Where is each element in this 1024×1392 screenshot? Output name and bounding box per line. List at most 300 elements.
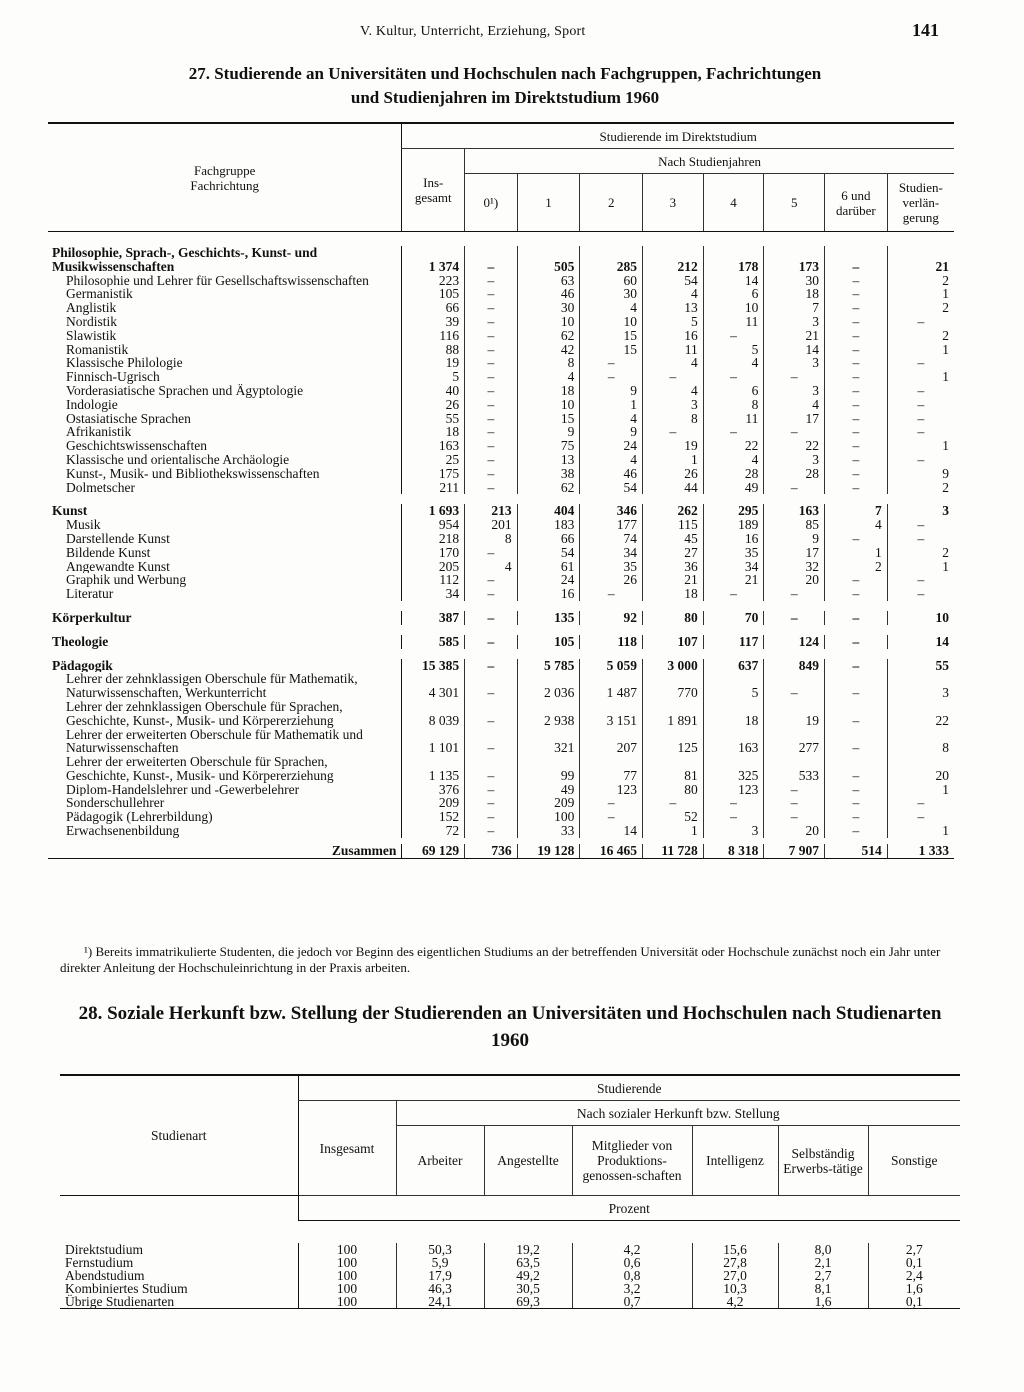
table-row <box>48 560 954 574</box>
table-row <box>48 635 954 649</box>
cell-value: 163 <box>764 504 825 518</box>
cell-value: 2 <box>887 481 954 495</box>
total-value: 16 465 <box>580 844 643 858</box>
cell-value: 63,5 <box>484 1256 572 1269</box>
table-row <box>48 370 954 384</box>
cell-value: 21 <box>643 573 704 587</box>
table-row <box>48 611 954 625</box>
cell-value: – <box>825 587 888 601</box>
t28-insgesamt-header: Insgesamt <box>298 1101 396 1196</box>
cell-value: 88 <box>402 343 465 357</box>
cell-value: 5 <box>703 672 764 700</box>
cell-value: 1,6 <box>868 1282 960 1295</box>
cell-value: 1 <box>887 439 954 453</box>
cell-value: 30 <box>764 274 825 288</box>
cell-value: 22 <box>703 439 764 453</box>
cell-value: 54 <box>643 274 704 288</box>
cell-value: 124 <box>764 635 825 649</box>
cell-value: – <box>703 587 764 601</box>
cell-value: – <box>580 356 643 370</box>
cell-value: 404 <box>517 504 580 518</box>
cell-value: – <box>825 439 888 453</box>
cell-value: 0,1 <box>868 1256 960 1269</box>
row-label: Finnisch-Ugrisch <box>66 370 160 384</box>
row-label: Anglistik <box>66 301 117 315</box>
cell-value: 11 <box>703 412 764 426</box>
cell-value: 46 <box>517 287 580 301</box>
cell-value: – <box>465 700 518 728</box>
cell-value: 201 <box>465 518 518 532</box>
year-0-header: 0¹) <box>465 174 518 232</box>
cell-value: 14 <box>887 635 954 649</box>
page-number: 141 <box>912 20 939 40</box>
cell-value: 5 785 <box>517 659 580 673</box>
cell-value: 3 <box>887 504 954 518</box>
cell-value: 27,0 <box>692 1269 778 1282</box>
cell-value: 7 <box>764 301 825 315</box>
cell-value: 15 <box>580 329 643 343</box>
cell-value: 10 <box>580 315 643 329</box>
cell-value: 72 <box>402 824 465 838</box>
cell-value: – <box>887 532 954 546</box>
row-label: Romanistik <box>66 342 129 357</box>
cell-value: – <box>580 810 643 824</box>
cell-value: – <box>887 398 954 412</box>
cell-value: – <box>764 611 825 625</box>
row-label: Erwachsenenbildung <box>66 824 180 838</box>
cell-value: – <box>825 635 888 649</box>
cell-value: 46 <box>580 467 643 481</box>
cell-value: – <box>887 587 954 601</box>
cell-value: 25 <box>402 453 465 467</box>
cell-value: 54 <box>517 546 580 560</box>
cell-value: 5 <box>402 370 465 384</box>
cell-value: 30 <box>517 301 580 315</box>
cell-value: 35 <box>703 546 764 560</box>
cell-value: 2,1 <box>778 1256 868 1269</box>
t28-col-header: Mitglieder von Produktions-genossen-schaften <box>572 1126 692 1196</box>
cell-value: 0,1 <box>868 1295 960 1309</box>
verlaengerung-header: Studien- verlän- gerung <box>887 174 954 232</box>
cell-value: 100 <box>298 1269 396 1282</box>
cell-value: 4 <box>643 356 704 370</box>
cell-value: 5 059 <box>580 659 643 673</box>
cell-value: 5,9 <box>396 1256 484 1269</box>
cell-value: 4 <box>517 370 580 384</box>
row-label: Sonderschullehrer <box>66 796 165 811</box>
cell-value: 16 <box>643 329 704 343</box>
total-value: 69 129 <box>402 844 465 858</box>
cell-value: 4 301 <box>402 672 465 700</box>
cell-value: – <box>887 384 954 398</box>
cell-value: 2 <box>887 274 954 288</box>
cell-value: 52 <box>643 810 704 824</box>
cell-value: 18 <box>643 587 704 601</box>
cell-value: – <box>465 810 518 824</box>
cell-value: – <box>764 796 825 810</box>
cell-value: 1 <box>887 560 954 574</box>
cell-value: – <box>580 370 643 384</box>
cell-value: 3 <box>703 824 764 838</box>
cell-value: 17,9 <box>396 1269 484 1282</box>
row-label: Afrikanistik <box>66 425 132 440</box>
cell-value: 69,3 <box>484 1295 572 1309</box>
cell-value: – <box>887 356 954 370</box>
t28-unit-header: Prozent <box>298 1196 960 1221</box>
cell-value: 74 <box>580 532 643 546</box>
cell-value: – <box>825 370 888 384</box>
cell-value: – <box>887 796 954 810</box>
cell-value: 152 <box>402 810 465 824</box>
cell-value: 16 <box>517 587 580 601</box>
row-label: Philosophie und Lehrer für Gesellschaftswissenschaften <box>66 273 369 288</box>
cell-value: 1 <box>887 370 954 384</box>
cell-value: 209 <box>402 796 465 810</box>
cell-value: 262 <box>643 504 704 518</box>
total-value: 11 728 <box>643 844 704 858</box>
table-28-body <box>60 1221 960 1309</box>
cell-value: – <box>887 453 954 467</box>
cell-value: – <box>825 796 888 810</box>
year-5-header: 5 <box>764 174 825 232</box>
cell-value: – <box>703 810 764 824</box>
cell-value: 80 <box>643 783 704 797</box>
row-label: Philosophie, Sprach-, Geschichts-, Kunst- und Musikwissenschaften <box>52 246 318 274</box>
row-label: Lehrer der zehnklassigen Oberschule für Mathematik, Naturwissenschaften, Werkunterricht <box>66 672 358 700</box>
row-label: Graphik und Werbung <box>66 573 187 588</box>
cell-value: 4,2 <box>692 1295 778 1309</box>
table-row <box>48 301 954 315</box>
cell-value: 80 <box>643 611 704 625</box>
cell-value: 10 <box>703 301 764 315</box>
cell-value: 175 <box>402 467 465 481</box>
cell-value: 205 <box>402 560 465 574</box>
table-row <box>48 532 954 546</box>
table-row <box>48 412 954 426</box>
cell-value: 15 <box>580 343 643 357</box>
table-row <box>48 587 954 601</box>
cell-value: 3,2 <box>572 1282 692 1295</box>
table-row <box>48 329 954 343</box>
cell-value: 13 <box>643 301 704 315</box>
cell-value: – <box>764 783 825 797</box>
table-row <box>48 824 954 838</box>
cell-value: 637 <box>703 659 764 673</box>
cell-value: 2 <box>825 560 888 574</box>
cell-value: – <box>580 796 643 810</box>
cell-value: – <box>465 274 518 288</box>
cell-value: – <box>643 425 704 439</box>
cell-value: 34 <box>580 546 643 560</box>
cell-value: – <box>465 672 518 700</box>
cell-value: 55 <box>402 412 465 426</box>
cell-value: 1,6 <box>778 1295 868 1309</box>
table-row <box>48 356 954 370</box>
row-label: Lehrer der erweiterten Oberschule für Mathematik und Naturwissenschaften <box>66 727 363 756</box>
cell-value: 62 <box>517 481 580 495</box>
cell-value: 50,3 <box>396 1243 484 1256</box>
cell-value: – <box>465 783 518 797</box>
cell-value: 30,5 <box>484 1282 572 1295</box>
cell-value: 16 <box>703 532 764 546</box>
cell-value: 8 <box>643 412 704 426</box>
row-label: Nordistik <box>66 314 118 329</box>
cell-value: 4 <box>764 398 825 412</box>
cell-value: 6 <box>703 287 764 301</box>
cell-value: – <box>465 635 518 649</box>
cell-value: – <box>887 573 954 587</box>
cell-value: 954 <box>402 518 465 532</box>
table-row <box>48 546 954 560</box>
cell-value: – <box>825 301 888 315</box>
t28-col-header: Angestellte <box>484 1126 572 1196</box>
cell-value: – <box>703 329 764 343</box>
row-label: Direktstudium <box>65 1242 143 1257</box>
cell-value: – <box>764 672 825 700</box>
cell-value: 2 036 <box>517 672 580 700</box>
cell-value: 17 <box>764 412 825 426</box>
cell-value: 1 <box>887 783 954 797</box>
cell-value: 105 <box>402 287 465 301</box>
cell-value: 177 <box>580 518 643 532</box>
cell-value: 100 <box>298 1295 396 1309</box>
cell-value: 2 <box>887 301 954 315</box>
cell-value: 0,7 <box>572 1295 692 1309</box>
table-row <box>48 783 954 797</box>
cell-value: 5 <box>703 343 764 357</box>
cell-value: – <box>465 329 518 343</box>
total-label: Zusammen <box>48 844 402 858</box>
cell-value: – <box>764 370 825 384</box>
table-row <box>48 659 954 673</box>
row-label: Kombiniertes Studium <box>65 1281 188 1296</box>
cell-value: 49 <box>703 481 764 495</box>
cell-value: 125 <box>643 728 704 756</box>
cell-value: – <box>465 611 518 625</box>
cell-value: 135 <box>517 611 580 625</box>
row-label: Klassische Philologie <box>66 356 183 371</box>
cell-value: 212 <box>643 246 704 274</box>
cell-value: 2 <box>887 329 954 343</box>
table-row <box>48 672 954 700</box>
cell-value: 7 <box>825 504 888 518</box>
cell-value: – <box>764 587 825 601</box>
cell-value: – <box>825 453 888 467</box>
row-label: Lehrer der erweiterten Oberschule für Sprachen, Geschichte, Kunst-, Musik- und Körpererziehung <box>66 755 334 783</box>
cell-value: 112 <box>402 573 465 587</box>
cell-value: 19 <box>643 439 704 453</box>
nach-studienjahren-header: Nach Studienjahren <box>465 149 954 174</box>
cell-value: 77 <box>580 755 643 783</box>
row-label: Übrige Studienarten <box>60 1295 298 1309</box>
cell-value: 0,6 <box>572 1256 692 1269</box>
cell-value: 117 <box>703 635 764 649</box>
cell-value: 209 <box>517 796 580 810</box>
cell-value: – <box>465 796 518 810</box>
cell-value: 3 <box>764 315 825 329</box>
cell-value: 277 <box>764 728 825 756</box>
table-27 <box>48 122 954 859</box>
cell-value: 9 <box>580 425 643 439</box>
row-label: Slawistik <box>66 328 117 343</box>
cell-value: – <box>465 412 518 426</box>
table-27-title-line1: 27. Studierende an Universitäten und Hochschulen nach Fachgruppen, Fachrichtungen <box>188 64 822 83</box>
cell-value: 21 <box>887 246 954 274</box>
row-label: Abendstudium <box>65 1268 145 1283</box>
cell-value: 123 <box>703 783 764 797</box>
cell-value: 4 <box>703 356 764 370</box>
cell-value: 107 <box>643 635 704 649</box>
cell-value: 1 <box>887 287 954 301</box>
cell-value: 178 <box>703 246 764 274</box>
cell-value: 376 <box>402 783 465 797</box>
year-4-header: 4 <box>703 174 764 232</box>
cell-value: 295 <box>703 504 764 518</box>
cell-value: 183 <box>517 518 580 532</box>
cell-value: 36 <box>643 560 704 574</box>
cell-value: 346 <box>580 504 643 518</box>
stub-header: Fachgruppe Fachrichtung <box>48 123 402 232</box>
table-28-title: 28. Soziale Herkunft bzw. Stellung der Studierenden an Universitäten und Hochschulen nach Studienarten 1960 <box>78 1003 942 1051</box>
table-row <box>48 728 954 756</box>
cell-value: 3 <box>643 398 704 412</box>
cell-value: – <box>764 425 825 439</box>
table-row <box>48 755 954 783</box>
cell-value: 10 <box>887 611 954 625</box>
cell-value: 34 <box>402 587 465 601</box>
cell-value: – <box>887 810 954 824</box>
cell-value: 387 <box>402 611 465 625</box>
cell-value: 44 <box>643 481 704 495</box>
cell-value: 100 <box>298 1256 396 1269</box>
cell-value: 8 <box>465 532 518 546</box>
cell-value: 66 <box>402 301 465 315</box>
row-label: Bildende Kunst <box>66 545 151 560</box>
cell-value: – <box>465 824 518 838</box>
cell-value: 163 <box>703 728 764 756</box>
table-row <box>48 504 954 518</box>
cell-value: – <box>764 810 825 824</box>
cell-value: 105 <box>517 635 580 649</box>
cell-value: 770 <box>643 672 704 700</box>
cell-value: 40 <box>402 384 465 398</box>
row-label: Angewandte Kunst <box>66 559 170 574</box>
table-row <box>48 343 954 357</box>
cell-value: 49,2 <box>484 1269 572 1282</box>
cell-value: – <box>465 315 518 329</box>
cell-value: – <box>465 384 518 398</box>
cell-value: 211 <box>402 481 465 495</box>
cell-value: 10 <box>517 315 580 329</box>
cell-value: 85 <box>764 518 825 532</box>
table-row <box>48 810 954 824</box>
cell-value: 0,8 <box>572 1269 692 1282</box>
cell-value: 20 <box>764 824 825 838</box>
cell-value: 15,6 <box>692 1243 778 1256</box>
cell-value: 4 <box>703 453 764 467</box>
cell-value: 4,2 <box>572 1243 692 1256</box>
cell-value: – <box>825 343 888 357</box>
row-label: Kunst-, Musik- und Bibliothekswissenschaften <box>66 466 320 481</box>
table-27-title <box>60 62 950 110</box>
cell-value: 21 <box>764 329 825 343</box>
cell-value: 5 <box>643 315 704 329</box>
cell-value: – <box>465 343 518 357</box>
cell-value: – <box>465 481 518 495</box>
cell-value: – <box>825 573 888 587</box>
cell-value: 4 <box>580 301 643 315</box>
cell-value: – <box>825 356 888 370</box>
cell-value: 163 <box>402 439 465 453</box>
cell-value: 18 <box>517 384 580 398</box>
cell-value: – <box>465 398 518 412</box>
cell-value: 28 <box>764 467 825 481</box>
insgesamt-header: Ins- gesamt <box>402 149 465 232</box>
cell-value: 14 <box>580 824 643 838</box>
cell-value: – <box>825 532 888 546</box>
cell-value: 15 385 <box>402 659 465 673</box>
cell-value: 223 <box>402 274 465 288</box>
cell-value: – <box>887 315 954 329</box>
row-label: Darstellende Kunst <box>66 531 170 546</box>
cell-value: 4 <box>825 518 888 532</box>
table-row <box>48 274 954 288</box>
cell-value: – <box>825 315 888 329</box>
cell-value: 33 <box>517 824 580 838</box>
cell-value: 100 <box>517 810 580 824</box>
cell-value: 10,3 <box>692 1282 778 1295</box>
cell-value: 19,2 <box>484 1243 572 1256</box>
cell-value: 849 <box>764 659 825 673</box>
cell-value: 1 693 <box>402 504 465 518</box>
cell-value: 92 <box>580 611 643 625</box>
cell-value: – <box>465 755 518 783</box>
cell-value: – <box>825 728 888 756</box>
cell-value: – <box>825 246 888 274</box>
cell-value: – <box>825 287 888 301</box>
cell-value: 505 <box>517 246 580 274</box>
table-28 <box>60 1074 960 1309</box>
cell-value: 26 <box>643 467 704 481</box>
cell-value: 14 <box>764 343 825 357</box>
cell-value: 118 <box>580 635 643 649</box>
total-row <box>48 844 954 858</box>
cell-value: 11 <box>703 315 764 329</box>
cell-value: 8,0 <box>778 1243 868 1256</box>
total-value: 514 <box>825 844 888 858</box>
cell-value: 1 487 <box>580 672 643 700</box>
table-row <box>48 439 954 453</box>
row-label: Körperkultur <box>52 610 132 625</box>
cell-value: 9 <box>887 467 954 481</box>
cell-value: – <box>887 518 954 532</box>
cell-value: 9 <box>517 425 580 439</box>
table-row <box>60 1295 960 1309</box>
cell-value: – <box>887 412 954 426</box>
cell-value: 42 <box>517 343 580 357</box>
section-title: V. Kultur, Unterricht, Erziehung, Sport <box>360 24 586 39</box>
table-row <box>48 246 954 274</box>
cell-value: – <box>465 546 518 560</box>
year-6-header: 6 und darüber <box>825 174 888 232</box>
cell-value: 173 <box>764 246 825 274</box>
table-row <box>48 384 954 398</box>
cell-value: – <box>825 755 888 783</box>
cell-value: 35 <box>580 560 643 574</box>
cell-value: – <box>825 481 888 495</box>
table-row <box>48 573 954 587</box>
cell-value: 30 <box>580 287 643 301</box>
